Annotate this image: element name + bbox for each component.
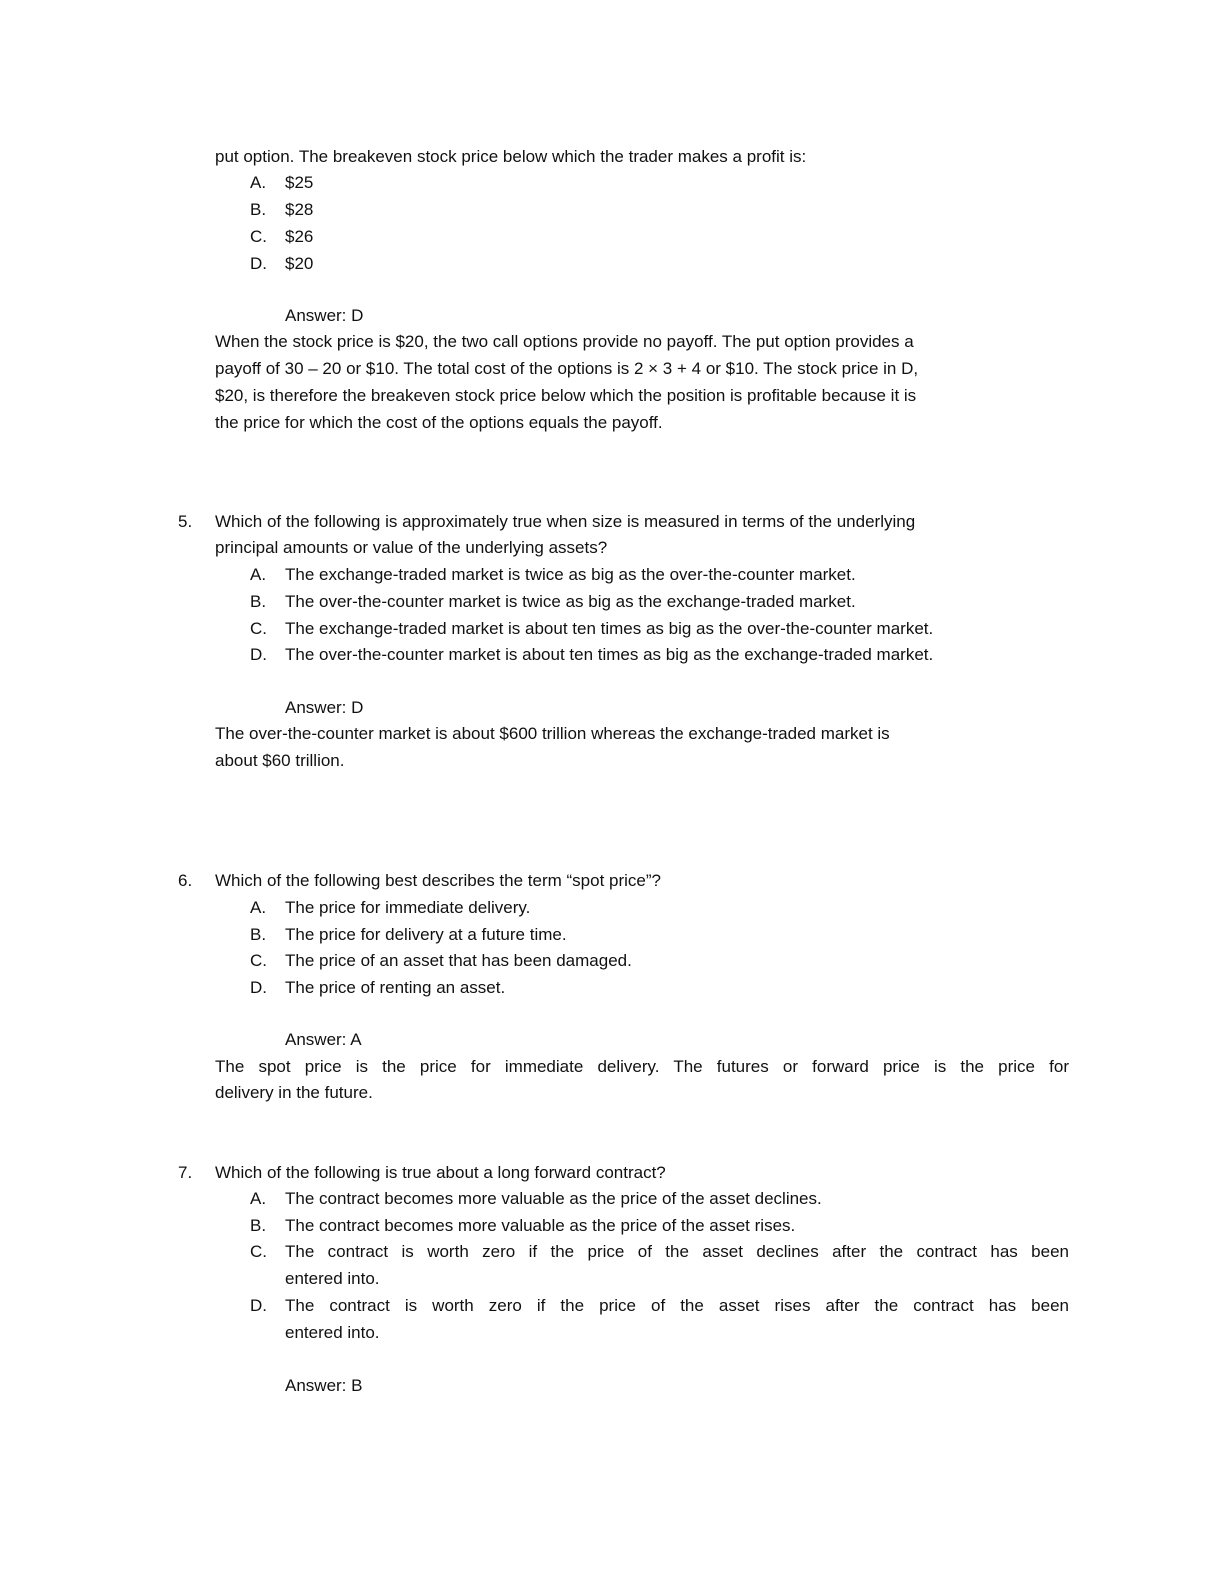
option-letter: D. [250,978,267,997]
option-letter: A. [250,565,267,584]
question-stem: Which of the following best describes the term “spot price”? [215,871,661,890]
option-letter: D. [250,645,267,664]
option-text: $20 [285,254,314,273]
question-stem: Which of the following is true about a long forward contract? [215,1163,666,1182]
explanation-line: payoff of 30 – 20 or $10. The total cost of the options is 2 × 3 + 4 or $10. The stock price in D, [215,359,919,378]
explanation-line: about $60 trillion. [215,751,345,770]
explanation-line: the price for which the cost of the options equals the payoff. [215,413,663,432]
explanation-line: $20, is therefore the breakeven stock price below which the position is profitable because it is [215,386,917,405]
explanation-line: The over-the-counter market is about $600 trillion whereas the exchange-traded market is [215,724,890,743]
option-text: The contract is worth zero if the price of the asset rises after the contract has been [285,1296,1069,1315]
option-letter: C. [250,1242,267,1261]
answer: Answer: D [285,698,364,717]
option-letter: B. [250,1216,267,1235]
question-stem: put option. The breakeven stock price below which the trader makes a profit is: [215,147,807,166]
option-text: The contract becomes more valuable as the price of the asset rises. [285,1216,796,1235]
explanation-line: delivery in the future. [215,1083,373,1102]
option-letter: B. [250,200,267,219]
option-letter: C. [250,951,267,970]
option-letter: A. [250,173,267,192]
explanation-line: When the stock price is $20, the two call options provide no payoff. The put option provides a [215,332,914,351]
option-text: The price for delivery at a future time. [285,925,567,944]
answer: Answer: D [285,306,364,325]
option-text: The contract is worth zero if the price of the asset declines after the contract has been [285,1242,1069,1261]
option-text: The exchange-traded market is twice as big as the over-the-counter market. [285,565,856,584]
option-letter: A. [250,1189,267,1208]
answer: Answer: A [285,1030,362,1049]
option-letter: A. [250,898,267,917]
option-letter: B. [250,925,267,944]
option-text: The price of renting an asset. [285,978,506,997]
option-text: The exchange-traded market is about ten times as big as the over-the-counter market. [285,619,934,638]
option-letter: C. [250,619,267,638]
option-letter: D. [250,1296,267,1315]
question-number: 6. [178,871,193,890]
option-text: $26 [285,227,314,246]
option-text: The price of an asset that has been damaged. [285,951,632,970]
question-number: 5. [178,512,193,531]
option-text: The price for immediate delivery. [285,898,531,917]
option-text: The over-the-counter market is twice as big as the exchange-traded market. [285,592,856,611]
option-text: entered into. [285,1323,380,1342]
option-letter: D. [250,254,267,273]
option-text: The contract becomes more valuable as the price of the asset declines. [285,1189,822,1208]
option-text: The over-the-counter market is about ten times as big as the exchange-traded market. [285,645,934,664]
question-stem: Which of the following is approximately true when size is measured in terms of the underlying [215,512,916,531]
option-letter: B. [250,592,267,611]
explanation-line: The spot price is the price for immediate delivery. The futures or forward price is the price for [215,1057,1069,1076]
question-number: 7. [178,1163,193,1182]
option-letter: C. [250,227,267,246]
option-text: $28 [285,200,314,219]
option-text: entered into. [285,1269,380,1288]
option-text: $25 [285,173,314,192]
answer: Answer: B [285,1376,363,1395]
question-stem: principal amounts or value of the underlying assets? [215,538,608,557]
